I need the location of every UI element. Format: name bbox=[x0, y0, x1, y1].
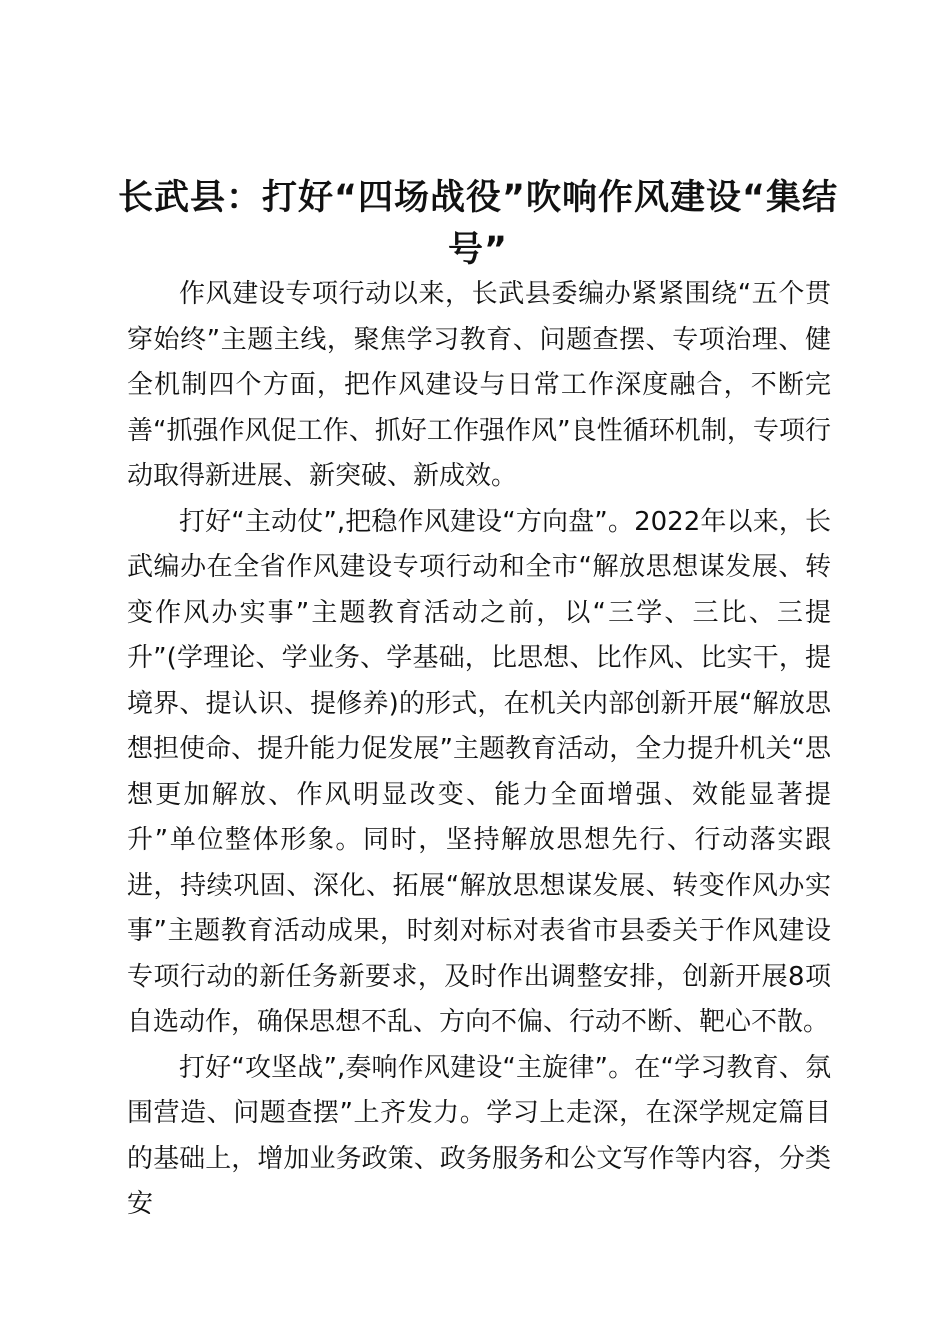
document-title: 长武县：打好“四场战役”吹响作风建设“集结号” bbox=[118, 178, 839, 270]
paragraph-campaign: 打好“攻坚战”,奏响作风建设“主旋律”。在“学习教育、氛围营造、问题查摆”上齐发力。学习上走深，在深学规定篇目的基础上，增加业务政策、政务服务和公文写作等内容，分类安 bbox=[127, 1052, 831, 1219]
paragraph-direction: 打好“主动仗”,把稳作风建设“方向盘”。2022年以来，长武编办在全省作风建设专项行动和全市“解放思想谋发展、转变作风办实事”主题教育活动之前，以“三学、三比、三提升”(学理论、学业务、学基础，比思想、比作风、比实干，提境界、提认识、提修养)的形式，在机关内部创新开展“解放思想担使命、提升能力促发展”主题教育活动，全力提升机关“思想更加解放、作风明显改变、能力全面增强、效能显著提升”单位整体形象。同时，坚持解放思想先行、行动落实跟进，持续巩固、深化、拓展“解放思想谋发展、转变作风办实事”主题教育活动成果，时刻对标对表省市县委关于作风建设专项行动的新任务新要求，及时作出调整安排，创新开展8项自选动作，确保思想不乱、方向不偏、行动不断、靶心不散。 bbox=[127, 506, 831, 1037]
document-body bbox=[127, 272, 831, 1228]
paragraph-intro: 作风建设专项行动以来，长武县委编办紧紧围绕“五个贯穿始终”主题主线，聚焦学习教育、问题查摆、专项治理、健全机制四个方面，把作风建设与日常工作深度融合，不断完善“抓强作风促工作、抓好工作强作风”良性循环机制，专项行动取得新进展、新突破、新成效。 bbox=[127, 279, 831, 491]
